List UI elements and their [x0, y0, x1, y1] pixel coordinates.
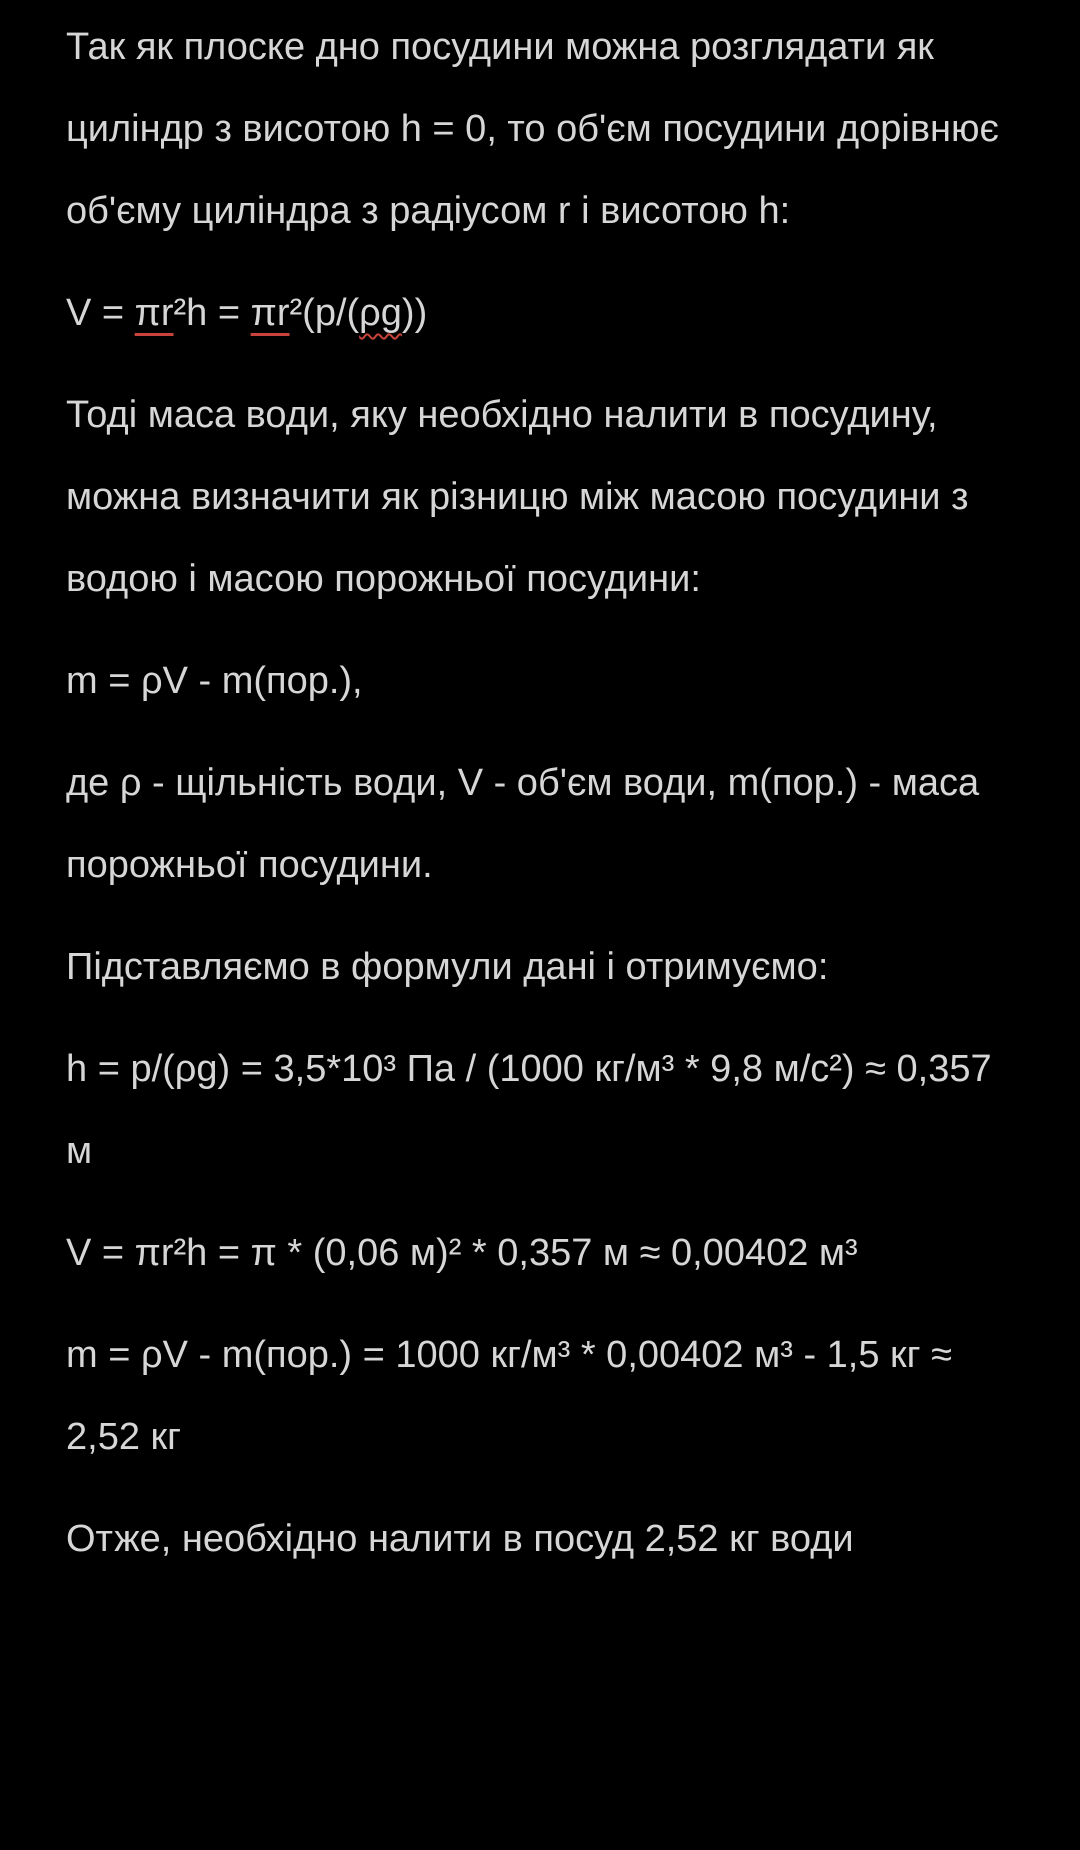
- spellcheck-underlined-word[interactable]: ρg: [359, 292, 402, 334]
- paragraph-flat-bottom-cylinder: Так як плоске дно посудини можна розглядати як циліндр з висотою h = 0, то об'єм посудини дорівнює об'єму циліндра з радіусом r і висотою h:: [66, 26, 999, 232]
- formula-part: )): [401, 292, 428, 334]
- paragraph-definitions: де ρ - щільність води, V - об'єм води, m(пор.) - маса порожньої посудини.: [66, 762, 980, 886]
- formula-height-result: h = p/(ρg) = 3,5*10³ Па / (1000 кг/м³ * 9,8 м/с²) ≈ 0,357 м: [66, 1048, 992, 1172]
- formula-part: ²(p/(: [289, 292, 360, 334]
- paragraph-water-mass: Тоді маса води, яку необхідно налити в посудину, можна визначити як різницю між масою посудини з водою і масою порожньої посудини:: [66, 394, 969, 600]
- paragraph-substitution: Підставляємо в формули дані і отримуємо:: [66, 946, 829, 988]
- spellcheck-underlined-word[interactable]: πr: [250, 292, 290, 334]
- formula-volume-result: V = πr²h = π * (0,06 м)² * 0,357 м ≈ 0,00402 м³: [66, 1232, 858, 1274]
- formula-part: ²h =: [173, 292, 251, 334]
- formula-mass: m = ρV - m(пор.),: [66, 660, 363, 702]
- paragraph-conclusion: Отже, необхідно налити в посуд 2,52 кг води: [66, 1518, 854, 1560]
- formula-mass-result: m = ρV - m(пор.) = 1000 кг/м³ * 0,00402 м³ - 1,5 кг ≈ 2,52 кг: [66, 1334, 952, 1458]
- answer-text: [66, 6, 1006, 1600]
- formula-volume: [66, 272, 1006, 354]
- spellcheck-underlined-word[interactable]: πr: [134, 292, 174, 334]
- formula-part: V =: [66, 292, 135, 334]
